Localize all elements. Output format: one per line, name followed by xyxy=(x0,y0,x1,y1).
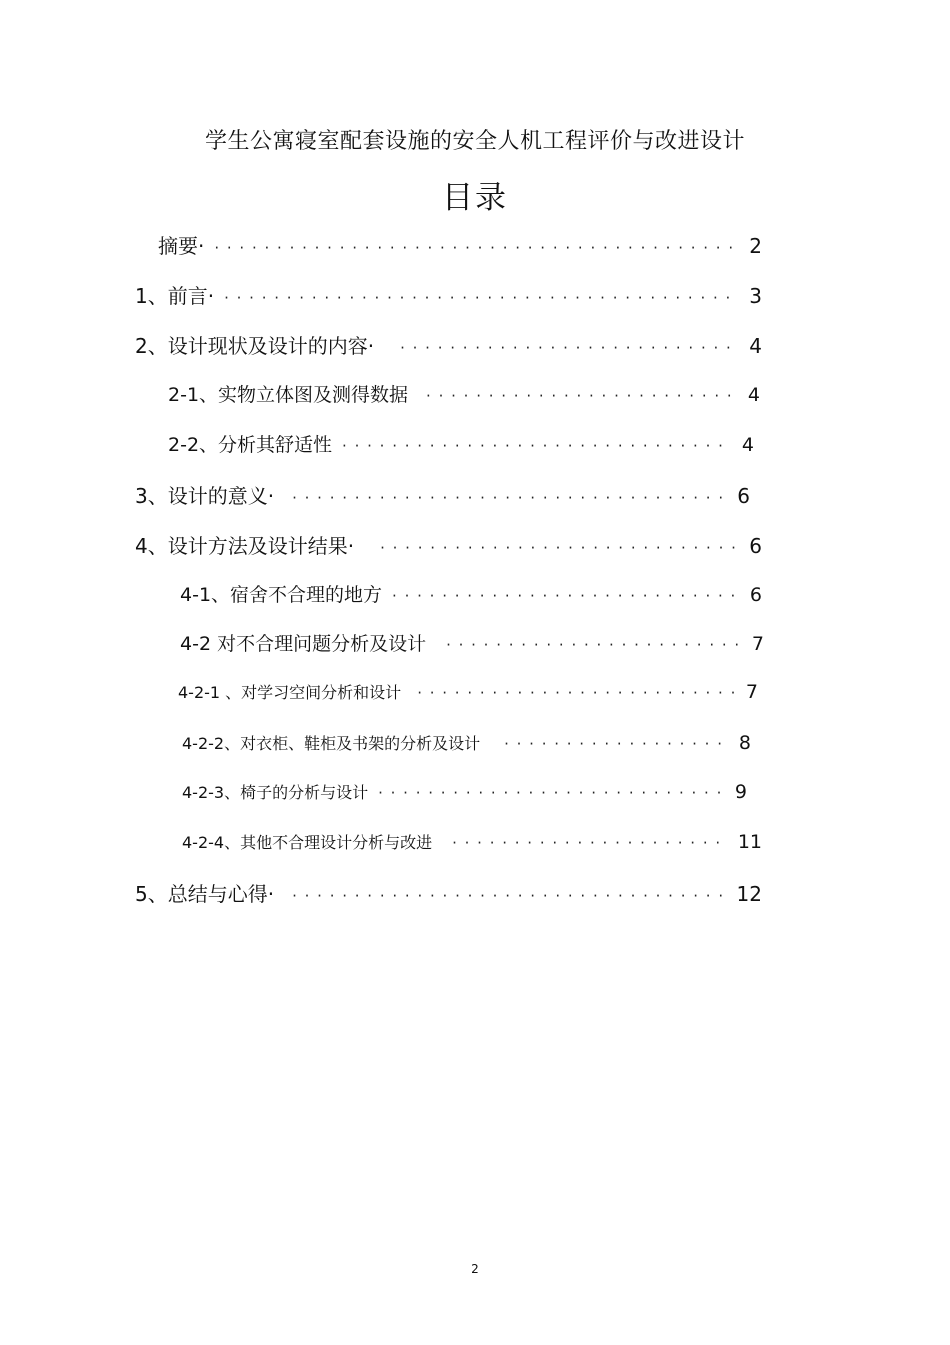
toc-entry-page: 9 xyxy=(734,781,747,803)
toc-entry-label: 5、总结与心得· xyxy=(135,882,275,906)
toc-entry-section-4-2-4[interactable] xyxy=(182,830,762,853)
toc-heading: 目录 xyxy=(442,180,508,216)
toc-dot-leader xyxy=(224,289,739,307)
toc-entry-label: 2-2、分析其舒适性 xyxy=(168,434,333,456)
toc-entry-label: 4、设计方法及设计结果· xyxy=(135,534,355,558)
toc-entry-abstract[interactable] xyxy=(158,230,762,259)
toc-entry-label: 2-1、实物立体图及测得数据 xyxy=(168,384,409,406)
toc-entry-page: 4 xyxy=(747,384,760,406)
toc-entry-label: 4-2-4、其他不合理设计分析与改进 xyxy=(182,833,433,852)
toc-entry-page: 2 xyxy=(749,234,762,258)
toc-entry-section-3[interactable] xyxy=(135,480,750,509)
toc-dot-leader xyxy=(417,684,736,702)
toc-dot-leader xyxy=(392,587,740,605)
toc-dot-leader xyxy=(452,834,728,852)
toc-entry-page: 6 xyxy=(749,584,762,606)
toc-entry-section-5[interactable] xyxy=(135,878,762,907)
toc-entry-label: 4-1、宿舍不合理的地方 xyxy=(180,584,383,606)
toc-entry-section-2-1[interactable] xyxy=(168,380,760,407)
toc-entry-page: 7 xyxy=(745,681,758,703)
toc-entry-page: 7 xyxy=(751,633,764,655)
toc-entry-page: 3 xyxy=(749,284,762,308)
toc-dot-leader xyxy=(426,387,738,405)
page-number: 2 xyxy=(471,1262,479,1276)
toc-entry-page: 8 xyxy=(738,732,751,754)
toc-entry-section-1[interactable] xyxy=(135,280,762,309)
toc-entry-page: 6 xyxy=(737,484,750,508)
toc-entry-section-2-2[interactable] xyxy=(168,430,754,457)
toc-dot-leader xyxy=(400,339,739,357)
toc-entry-label: 3、设计的意义· xyxy=(135,484,275,508)
toc-entry-label: 1、前言· xyxy=(135,284,215,308)
toc-entry-label: 4-2-2、对衣柜、鞋柜及书架的分析及设计 xyxy=(182,734,481,753)
toc-dot-leader xyxy=(292,489,727,507)
document-title: 学生公寓寝室配套设施的安全人机工程评价与改进设计 xyxy=(204,129,745,154)
toc-entry-label: 4-2-1 、对学习空间分析和设计 xyxy=(178,683,402,702)
toc-dot-leader xyxy=(380,539,739,557)
toc-entry-section-4-2-2[interactable] xyxy=(182,731,751,754)
toc-entry-page: 4 xyxy=(749,334,762,358)
toc-entry-label: 摘要· xyxy=(158,234,205,258)
toc-entry-section-4-1[interactable] xyxy=(180,580,762,607)
toc-entry-page: 11 xyxy=(737,831,762,853)
toc-entry-section-2[interactable] xyxy=(135,330,762,359)
toc-entry-label: 4-2-3、椅子的分析与设计 xyxy=(182,783,369,802)
toc-entry-page: 12 xyxy=(736,882,762,906)
toc-dot-leader xyxy=(214,239,739,257)
toc-entry-section-4-2[interactable] xyxy=(180,629,764,656)
toc-entry-section-4-2-1[interactable] xyxy=(178,680,758,703)
toc-entry-section-4-2-3[interactable] xyxy=(182,780,747,803)
toc-entry-label: 2、设计现状及设计的内容· xyxy=(135,334,375,358)
toc-entry-label: 4-2 对不合理问题分析及设计 xyxy=(180,633,427,655)
toc-dot-leader xyxy=(504,735,729,753)
toc-dot-leader xyxy=(292,887,726,905)
toc-entry-page: 4 xyxy=(741,434,754,456)
toc-dot-leader xyxy=(446,636,742,654)
toc-dot-leader xyxy=(342,437,732,455)
toc-dot-leader xyxy=(378,784,725,802)
toc-entry-page: 6 xyxy=(749,534,762,558)
toc-entry-section-4[interactable] xyxy=(135,530,762,559)
